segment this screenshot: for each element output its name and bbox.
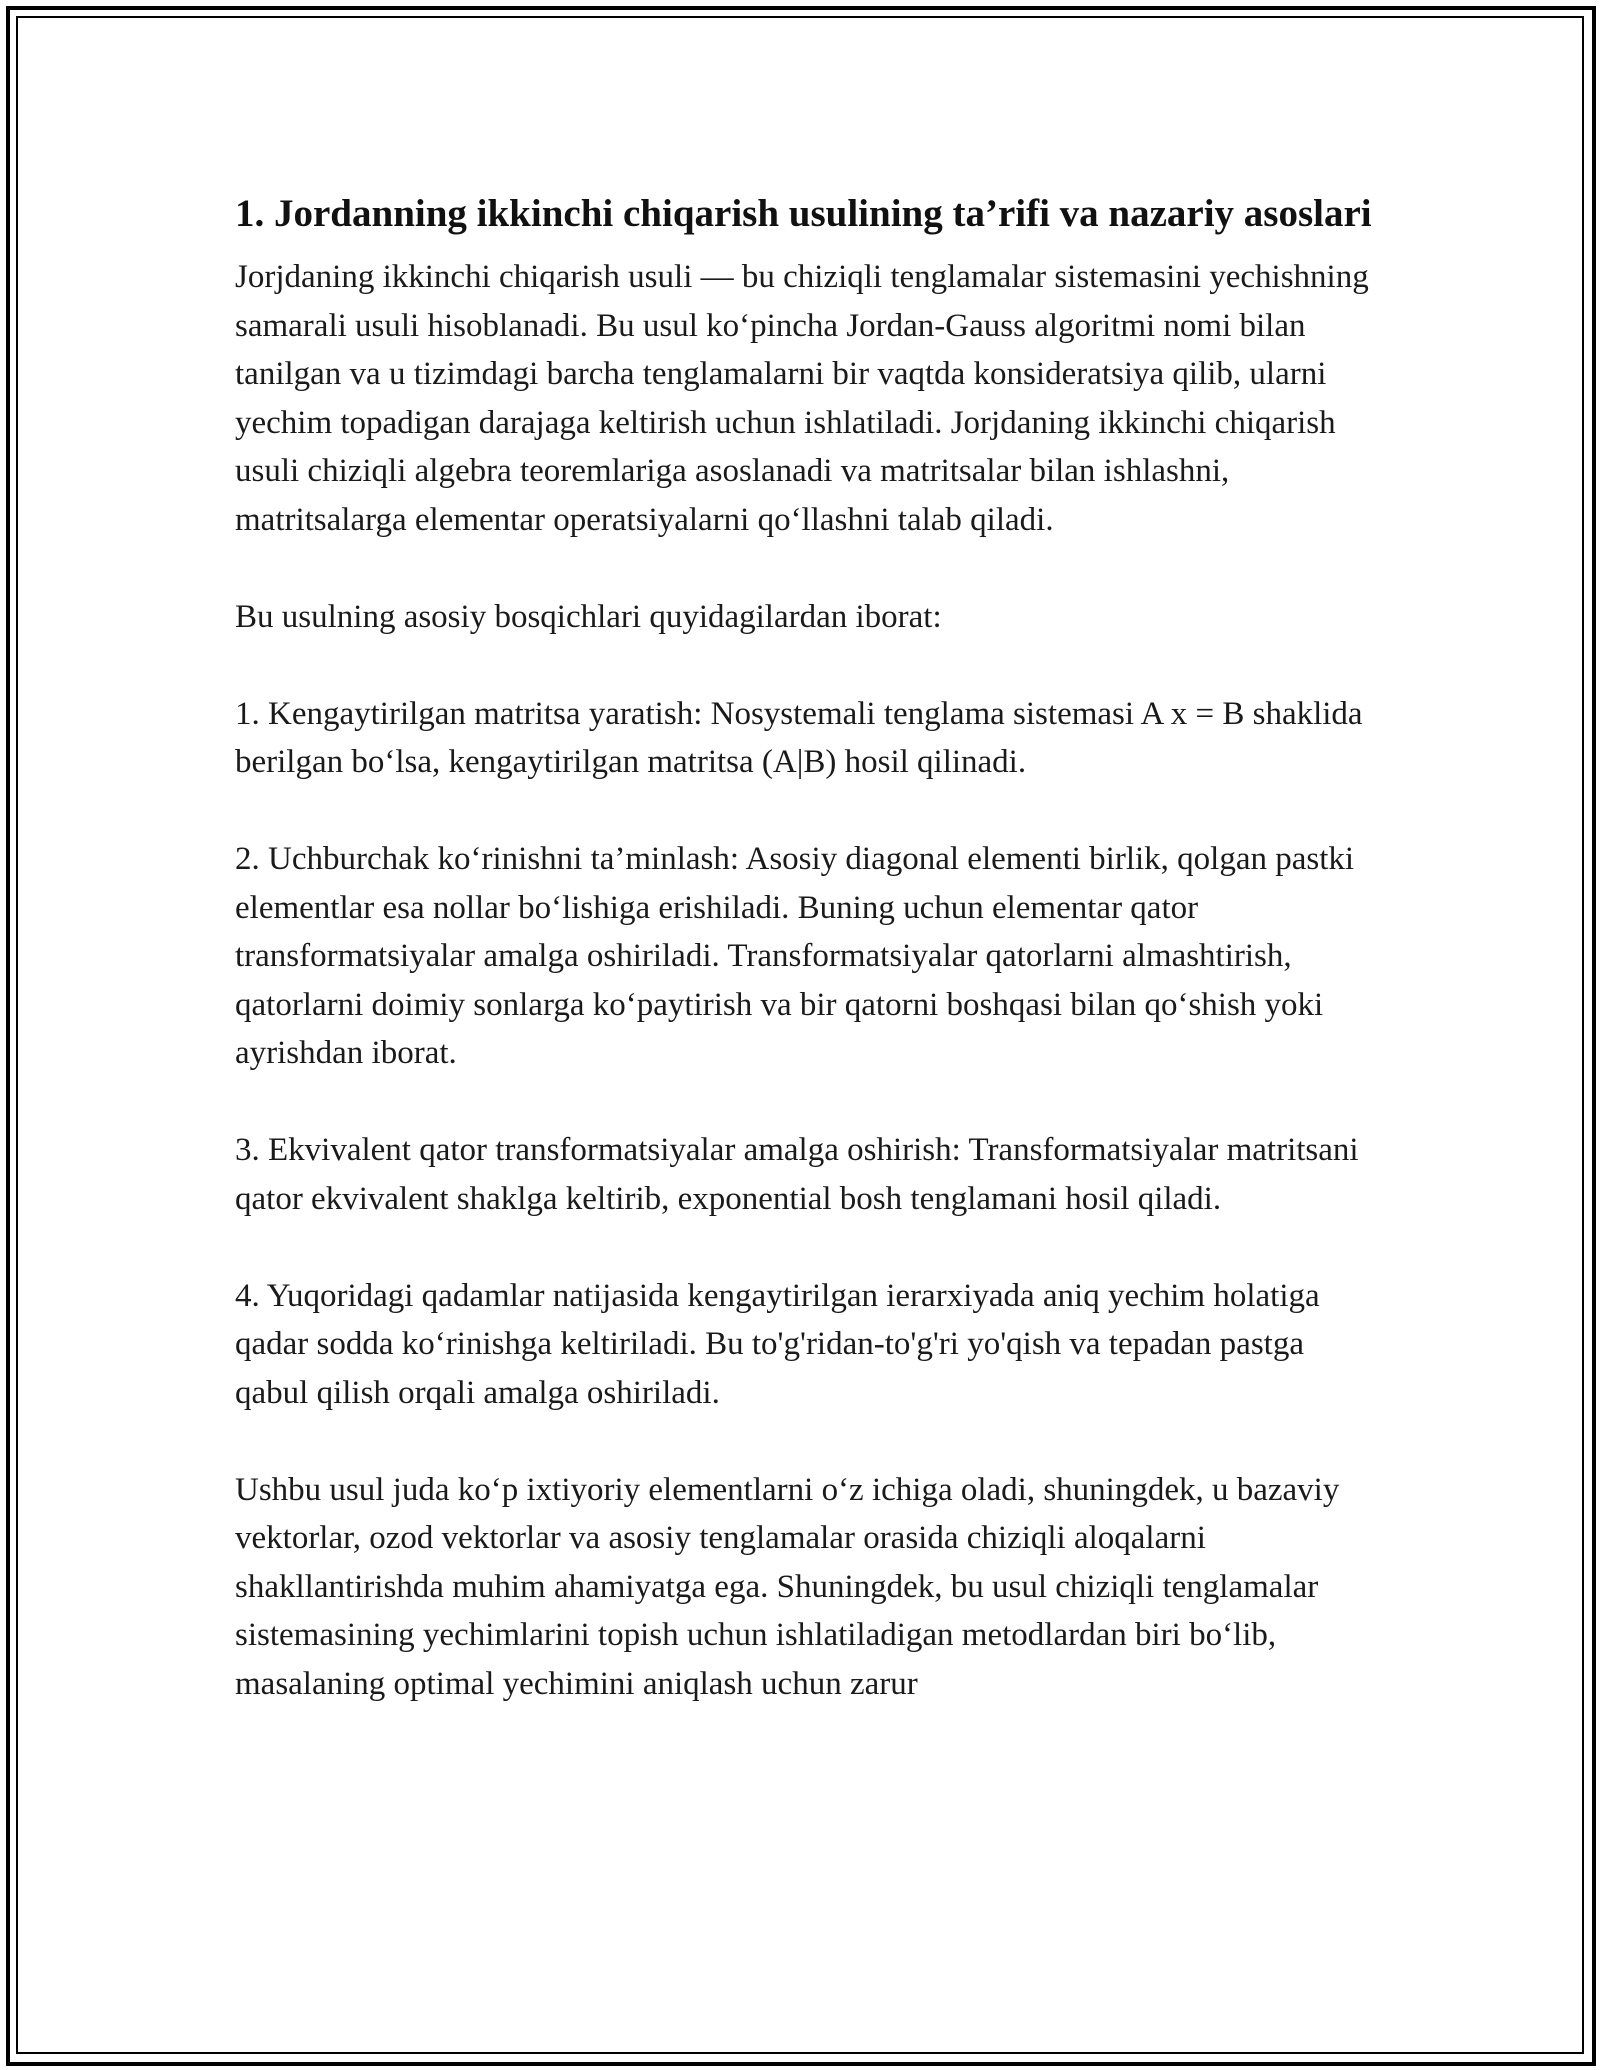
paragraph-step-3: 3. Ekvivalent qator transformatsiyalar amalga oshirish: Transformatsiyalar matritsani qator ekvivalent shaklga keltirib, exponential bosh tenglamani hosil qiladi. bbox=[235, 1132, 1359, 1217]
paragraph-conclusion: Ushbu usul juda ko‘p ixtiyoriy elementlarni o‘z ichiga oladi, shuningdek, u bazaviy vektorlar, ozod vektorlar va asosiy tenglamalar orasida chiziqli aloqalarni shakllantirishda muhim ahamiyatga ega. Shuningdek, bu usul chiziqli tenglamalar sistemasining yechimlarini topish uchun ishlatiladigan metodlardan biri bo‘lib, masalaning optimal yechimini aniqlash uchun zarur bbox=[235, 1471, 1340, 1702]
paragraph-step-1: 1. Kengaytirilgan matritsa yaratish: Nosystemali tenglama sistemasi A x = B shaklida berilgan bo‘lsa, kengaytirilgan matritsa (A|B) hosil qilinadi. bbox=[235, 695, 1363, 780]
section-heading: 1. Jordanning ikkinchi chiqarish usulining ta’rifi va nazariy asoslari bbox=[235, 192, 1372, 235]
paragraph-intro: Jorjdaning ikkinchi chiqarish usuli — bu chiziqli tenglamalar sistemasini yechishning samarali usuli hisoblanadi. Bu usul ko‘pincha Jordan-Gauss algoritmi nomi bilan tanilgan va u tizimdagi barcha tenglamalarni bir vaqtda konsideratsiya qilib, ularni yechim topadigan darajaga keltirish uchun ishlatiladi. Jorjdaning ikkinchi chiqarish usuli chiziqli algebra teoremlariga asoslanadi va matritsalar bilan ishlashni, matritsalarga elementar operatsiyalarni qo‘llashni talab qiladi. bbox=[235, 259, 1369, 538]
document-body bbox=[235, 186, 1375, 1757]
paragraph-step-4: 4. Yuqoridagi qadamlar natijasida kengaytirilgan ierarxiyada aniq yechim holatiga qadar sodda ko‘rinishga keltiriladi. Bu to'g'ridan-to'g'ri yo'qish va tepadan pastga qabul qilish orqali amalga oshiriladi. bbox=[235, 1277, 1320, 1411]
paragraph-steps-intro: Bu usulning asosiy bosqichlari quyidagilardan iborat: bbox=[235, 598, 942, 635]
paragraph-step-2: 2. Uchburchak ko‘rinishni ta’minlash: Asosiy diagonal elementi birlik, qolgan pastki elementlar esa nollar bo‘lishiga erishiladi. Buning uchun elementar qator transformatsiyalar amalga oshiriladi. Transformatsiyalar qatorlarni almashtirish, qatorlarni doimiy sonlarga ko‘paytirish va bir qatorni boshqasi bilan qo‘shish yoki ayrishdan iborat. bbox=[235, 841, 1355, 1071]
